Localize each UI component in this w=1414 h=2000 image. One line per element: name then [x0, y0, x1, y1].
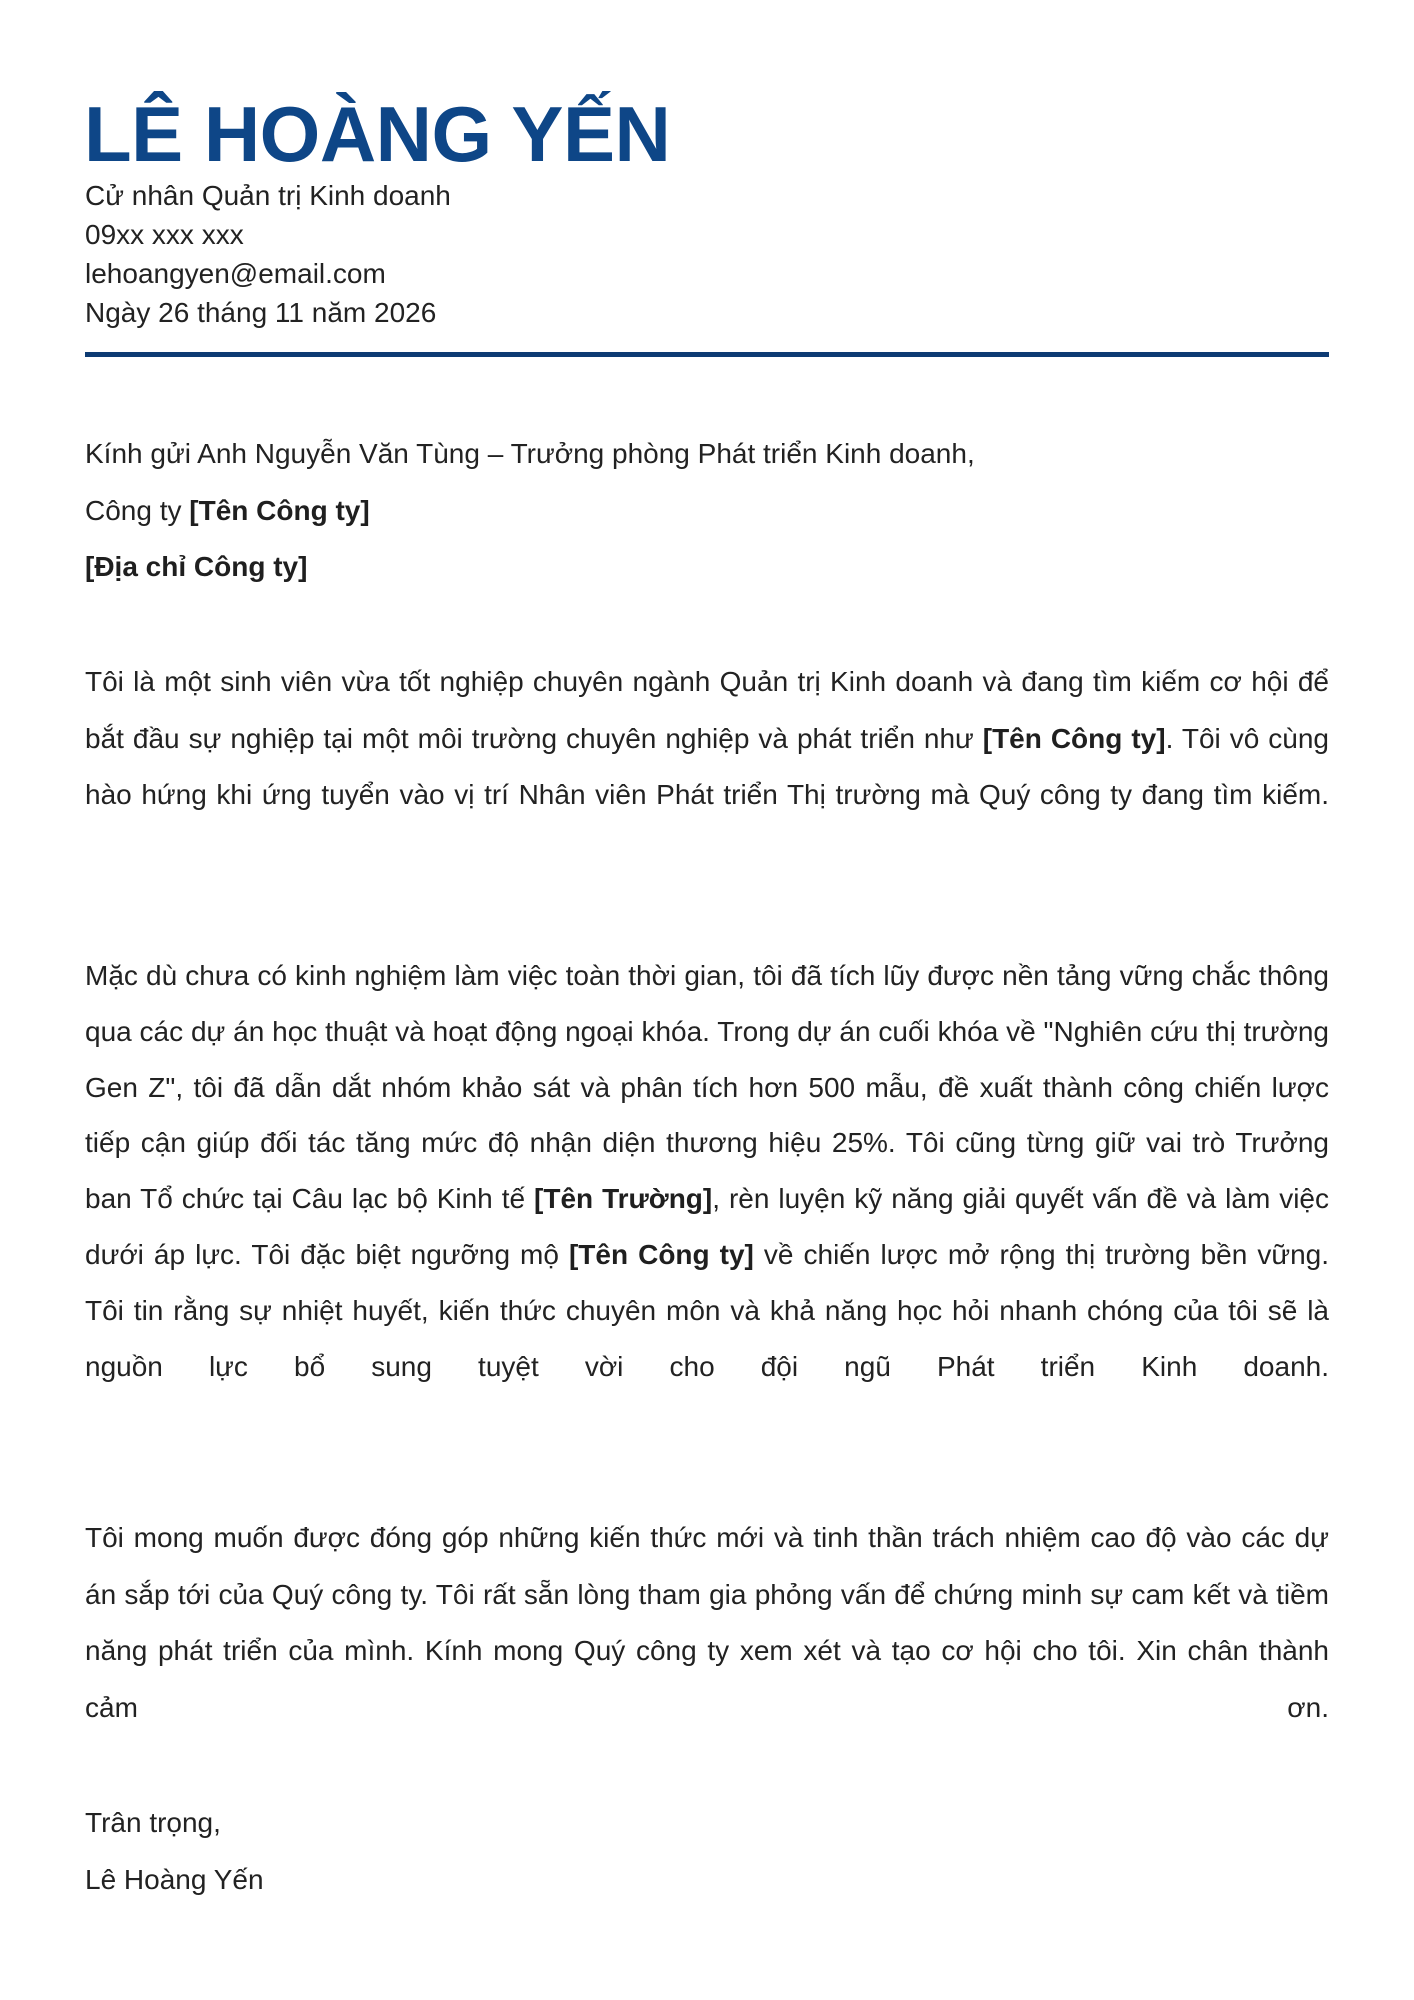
company-placeholder: [Tên Công ty] — [189, 494, 370, 526]
recipient-block — [85, 426, 1329, 596]
p1-text-before: Tôi là một sinh viên vừa tốt nghiệp chuyên ngành Quản trị Kinh doanh và đang tìm kiếm cơ hội để bắt đầu sự nghiệp tại một môi trường chuyên nghiệp và phát triển như — [85, 666, 1329, 754]
paragraph-intro — [85, 654, 1329, 880]
phone-line: 09xx xxx xxx — [85, 219, 244, 250]
contact-info — [85, 176, 451, 332]
regards-line: Trân trọng, — [85, 1807, 221, 1838]
degree-line: Cử nhân Quản trị Kinh doanh — [85, 180, 451, 211]
p1-company-placeholder: [Tên Công ty] — [982, 722, 1166, 754]
email-line: lehoangyen@email.com — [85, 258, 386, 289]
address-placeholder: [Địa chỉ Công ty] — [85, 551, 308, 582]
address-line — [85, 539, 1329, 596]
p1-text-after: . Tôi vô cùng hào hứng khi ứng tuyển vào vị trí Nhân viên Phát triển Thị trường mà Quý công ty đang tìm kiếm. — [85, 722, 1329, 810]
applicant-name-heading: LÊ HOÀNG YẾN — [84, 90, 671, 178]
header-divider — [85, 352, 1329, 357]
date-line: Ngày 26 tháng 11 năm 2026 — [85, 297, 437, 328]
company-prefix: Công ty — [85, 494, 190, 526]
p2-company-placeholder: [Tên Công ty] — [568, 1238, 754, 1270]
signature-block — [85, 1795, 1329, 1908]
signature-name: Lê Hoàng Yến — [85, 1863, 264, 1895]
p2-school-placeholder: [Tên Trường] — [534, 1183, 713, 1215]
p2-text-part2: , rèn luyện kỹ năng giải quyết vấn đề và làm việc dưới áp lực. Tôi đặc biệt ngưỡng mộ — [85, 1183, 1330, 1270]
p2-text-part1: Mặc dù chưa có kinh nghiệm làm việc toàn thời gian, tôi đã tích lũy được nền tảng vững chắc thông qua các dự án học thuật và hoạt động ngoại khóa. Trong dự án cuối khóa về "Nghiên cứu thị trường Gen Z", tôi đã dẫn dắt nhóm khảo sát và phân tích hơn 500 mẫu, đề xuất thành công chiến lược tiếp cận giúp đối tác tăng mức độ nhận diện thương hiệu 25%. Tôi cũng từng giữ vai trò Trưởng ban Tổ chức tại Câu lạc bộ Kinh tế — [85, 960, 1329, 1215]
salutation-line: Kính gửi Anh Nguyễn Văn Tùng – Trưởng phòng Phát triển Kinh doanh, — [85, 438, 975, 469]
company-line — [85, 483, 1329, 540]
paragraph-closing: Tôi mong muốn được đóng góp những kiến thức mới và tinh thần trách nhiệm cao độ vào các dự án sắp tới của Quý công ty. Tôi rất sẵn lòng tham gia phỏng vấn để chứng minh sự cam kết và tiềm năng phát triển của mình. Kính mong Quý công ty xem xét và tạo cơ hội cho tôi. Xin chân thành cảm ơn. — [85, 1522, 1329, 1723]
p2-text-part3: về chiến lược mở rộng thị trường bền vững. Tôi tin rằng sự nhiệt huyết, kiến thức chuyên môn và khả năng học hỏi nhanh chóng của tôi sẽ là nguồn lực bổ sung tuyệt vời cho đội ngũ Phát triển Kinh doanh. — [85, 1238, 1329, 1382]
paragraph-experience — [85, 948, 1329, 1450]
